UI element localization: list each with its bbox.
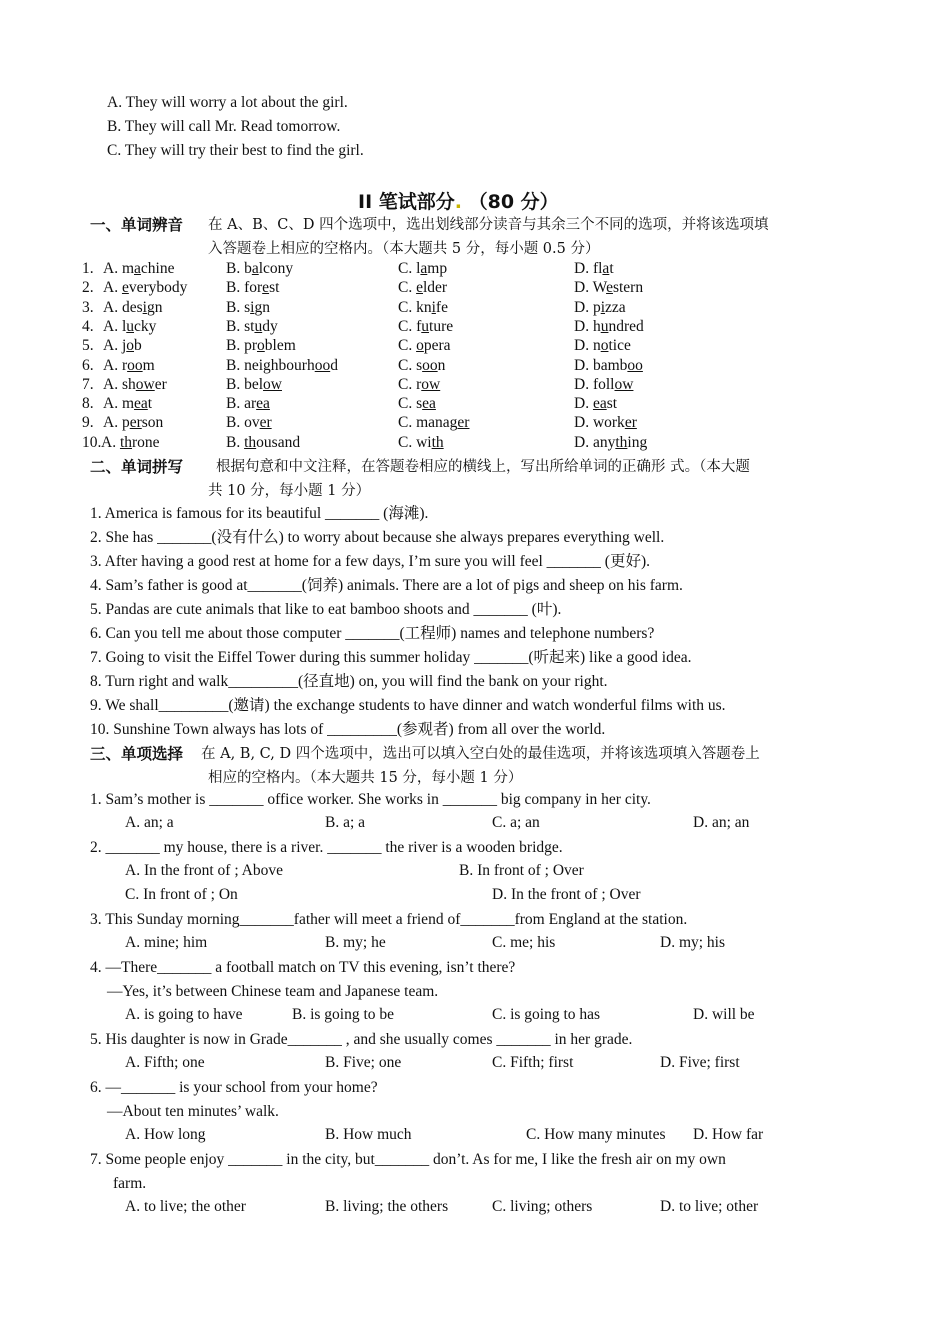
phonetic-label: A.: [101, 433, 120, 451]
phonetic-prefix: s: [416, 395, 423, 413]
phonetic-label: D.: [574, 395, 593, 413]
phonetic-label: B.: [226, 260, 245, 277]
phonetic-prefix: pr: [244, 337, 258, 355]
phonetic-underlined: ow: [614, 375, 634, 393]
spelling-item: 6. Can you tell me about those computer _______(工程师) names and telephone numbers?: [90, 625, 655, 642]
phonetic-label: B.: [226, 279, 245, 297]
phonetic-underlined: th: [119, 433, 133, 451]
phonetic-prefix: m: [121, 260, 135, 277]
phonetic-option-b: [226, 434, 300, 452]
phonetic-prefix: neighbourh: [244, 356, 315, 374]
mc-q7-option-a: A. to live; the other: [125, 1198, 246, 1215]
phonetic-option-c: [398, 434, 444, 452]
phonetic-underlined: o: [600, 337, 609, 355]
phonetic-label: C.: [398, 356, 417, 374]
phonetic-underlined: th: [244, 433, 257, 451]
phonetic-suffix: st: [269, 279, 280, 297]
phonetic-option-a: [103, 376, 167, 394]
phonetic-prefix: s: [244, 298, 251, 316]
phonetic-underlined: ow: [263, 375, 282, 393]
phonetic-underlined: ow: [135, 375, 155, 393]
spelling-item: 1. America is famous for its beautiful _______ (海滩).: [90, 505, 429, 522]
phonetic-label: A.: [103, 414, 122, 432]
phonetic-label: A.: [103, 279, 122, 297]
phonetic-option-d: [574, 279, 643, 297]
mc-q5-option-c: C. Fifth; first: [492, 1054, 574, 1071]
mc-q6-option-d: D. How far: [693, 1126, 764, 1143]
phonetic-option-c: [398, 318, 453, 336]
phonetic-suffix: stern: [612, 279, 644, 297]
phonetic-underlined: er: [259, 414, 272, 432]
phonetic-underlined: i: [600, 298, 606, 316]
phonetic-underlined: e: [606, 279, 613, 297]
phonetic-prefix: l: [121, 317, 127, 335]
phonetic-underlined: e: [262, 279, 270, 297]
section2-heading: 二、单词拼写: [90, 458, 184, 476]
mc-q4-option-b: B. is going to be: [292, 1006, 395, 1023]
phonetic-option-a: [101, 434, 160, 452]
phonetic-label: B.: [226, 395, 245, 413]
phonetic-underlined: a: [134, 260, 141, 277]
phonetic-suffix: d: [330, 356, 338, 374]
phonetic-number: 3.: [82, 298, 94, 316]
phonetic-label: C.: [398, 337, 417, 355]
mc-question-5: 5. His daughter is now in Grade_______ , and she usually comes _______ in her grade.: [90, 1031, 633, 1048]
phonetic-suffix: gn: [146, 298, 163, 316]
phonetic-option-d: [574, 376, 633, 394]
mc-q4-option-c: C. is going to has: [492, 1006, 601, 1023]
spelling-item: 8. Turn right and walk_________(径直地) on, you will find the bank on your right.: [90, 673, 608, 690]
mc-question-3: 3. This Sunday morning_______father will meet a friend of_______from England at the station.: [90, 911, 688, 928]
mc-q7-option-b: B. living; the others: [325, 1198, 449, 1215]
phonetic-label: A.: [103, 260, 122, 277]
mc-q4-option-a: A. is going to have: [125, 1006, 243, 1023]
section2-instruction-line2: 共 10 分，每小题 1 分）: [208, 483, 371, 499]
phonetic-prefix: kn: [416, 298, 432, 316]
phonetic-option-d: [574, 260, 614, 278]
phonetic-option-a: [103, 414, 163, 432]
phonetic-label: A.: [103, 317, 122, 335]
phonetic-label: A.: [103, 395, 122, 413]
phonetic-number: 8.: [82, 395, 94, 413]
phonetic-prefix: sh: [121, 375, 136, 393]
phonetic-prefix: r: [121, 356, 128, 374]
phonetic-option-a: [103, 279, 187, 297]
section2-instruction-line1: 根据句意和中文注释，在答题卷相应的横线上，写出所给单词的正确形 式。（本大题: [216, 459, 750, 475]
phonetic-suffix: lder: [422, 279, 448, 297]
phonetic-underlined: e: [121, 279, 129, 297]
phonetic-option-d: [574, 395, 617, 413]
phonetic-label: D.: [574, 414, 593, 432]
phonetic-underlined: ea: [592, 395, 607, 413]
phonetic-prefix: W: [592, 279, 607, 297]
phonetic-prefix: st: [244, 317, 255, 335]
phonetic-option-b: [226, 260, 293, 278]
mc-q2-option-a: A. In the front of ; Above: [125, 862, 283, 879]
phonetic-label: D.: [574, 337, 593, 355]
phonetic-underlined: ea: [422, 395, 436, 413]
phonetic-suffix: t: [609, 260, 614, 277]
phonetic-underlined: i: [431, 298, 436, 316]
phonetic-prefix: l: [416, 260, 421, 277]
phonetic-suffix: blem: [264, 337, 296, 355]
phonetic-label: C.: [398, 433, 417, 451]
phonetic-label: B.: [226, 356, 245, 374]
phonetic-suffix: fe: [435, 298, 448, 316]
section3-heading: 三、单项选择: [90, 745, 184, 763]
mc-q3-option-c: C. me; his: [492, 934, 556, 951]
phonetic-suffix: cky: [134, 317, 157, 335]
phonetic-option-c: [398, 357, 445, 375]
phonetic-option-c: [398, 395, 436, 413]
phonetic-underlined: oo: [314, 356, 331, 374]
phonetic-suffix: ndred: [608, 317, 644, 335]
phonetic-option-c: [398, 376, 440, 394]
phonetic-label: C.: [398, 414, 417, 432]
phonetic-prefix: ar: [244, 395, 257, 413]
mc-q7-option-d: D. to live; other: [660, 1198, 759, 1215]
phonetic-prefix: f: [416, 317, 422, 335]
part-title: [358, 187, 559, 214]
phonetic-underlined: i: [250, 298, 255, 316]
phonetic-label: C.: [398, 395, 417, 413]
phonetic-suffix: lcony: [258, 260, 294, 277]
phonetic-suffix: zza: [605, 298, 626, 316]
phonetic-option-b: [226, 299, 270, 317]
mc-q3-option-a: A. mine; him: [125, 934, 208, 951]
phonetic-option-b: [226, 279, 279, 297]
phonetic-option-c: [398, 337, 451, 355]
phonetic-label: C.: [398, 279, 417, 297]
phonetic-prefix: j: [121, 337, 127, 355]
part-title-text: II 笔试部分: [358, 191, 455, 213]
phonetic-underlined: a: [602, 260, 610, 277]
phonetic-suffix: t: [147, 395, 153, 413]
mc-q3-option-b: B. my; he: [325, 934, 386, 951]
mc-q2-option-d: D. In the front of ; Over: [492, 886, 641, 903]
phonetic-underlined: th: [615, 433, 628, 451]
section1-heading: 一、单词辨音: [90, 216, 184, 234]
mc-q5-option-a: A. Fifth; one: [125, 1054, 205, 1071]
mc-question-4: 4. —There_______ a football match on TV this evening, isn’t there?: [90, 959, 516, 976]
phonetic-option-c: [398, 279, 447, 297]
phonetic-option-d: [574, 357, 643, 375]
phonetic-underlined: o: [416, 337, 424, 355]
mc-q1-option-c: C. a; an: [492, 814, 540, 831]
phonetic-underlined: u: [126, 317, 135, 335]
phonetic-underlined: u: [421, 317, 430, 335]
phonetic-suffix: b: [134, 337, 142, 355]
phonetic-label: B.: [226, 298, 245, 316]
spelling-item: 5. Pandas are cute animals that like to eat bamboo shoots and _______ (叶).: [90, 601, 562, 618]
phonetic-underlined: oo: [422, 356, 438, 374]
mc-q5-option-b: B. Five; one: [325, 1054, 402, 1071]
phonetic-label: D.: [574, 279, 593, 297]
phonetic-suffix: verybody: [128, 279, 188, 297]
mc-q1-option-b: B. a; a: [325, 814, 366, 831]
phonetic-prefix: for: [244, 279, 263, 297]
phonetic-label: A.: [103, 375, 122, 393]
phonetic-underlined: e: [416, 279, 423, 297]
phonetic-prefix: wi: [416, 433, 432, 451]
phonetic-option-a: [103, 318, 156, 336]
phonetic-underlined: ea: [134, 395, 148, 413]
top-option-a: A. They will worry a lot about the girl.: [107, 94, 348, 111]
section3-instruction-line2: 相应的空格内。（本大题共 15 分，每小题 1 分）: [208, 770, 523, 786]
phonetic-prefix: r: [416, 375, 422, 393]
phonetic-option-a: [103, 337, 142, 355]
mc-q2-option-b: B. In front of ; Over: [459, 862, 584, 879]
phonetic-suffix: pera: [423, 337, 451, 355]
phonetic-label: D.: [574, 260, 593, 277]
phonetic-option-c: [398, 299, 448, 317]
phonetic-suffix: chine: [140, 260, 175, 277]
phonetic-prefix: n: [592, 337, 601, 355]
phonetic-prefix: bel: [244, 375, 264, 393]
mc-q1-option-a: A. an; a: [125, 814, 174, 831]
mc-question-6-reply: —About ten minutes’ walk.: [107, 1103, 279, 1120]
phonetic-option-d: [574, 337, 631, 355]
phonetic-underlined: oo: [627, 356, 643, 374]
phonetic-underlined: ea: [256, 395, 270, 413]
phonetic-label: D.: [574, 433, 593, 451]
section1-instruction-line2: 入答题卷上相应的空格内。（本大题共 5 分，每小题 0.5 分）: [208, 241, 600, 257]
phonetic-suffix: ing: [627, 433, 648, 451]
phonetic-option-c: [398, 414, 469, 432]
phonetic-label: B.: [226, 337, 245, 355]
mc-q2-option-c: C. In front of ; On: [125, 886, 238, 903]
phonetic-option-a: [103, 395, 152, 413]
spelling-item: 7. Going to visit the Eiffel Tower during this summer holiday _______(听起来) like a good idea.: [90, 649, 692, 666]
spelling-item: 9. We shall_________(邀请) the exchange students to have dinner and watch wonderful films with us.: [90, 697, 726, 714]
phonetic-underlined: er: [624, 414, 637, 432]
mc-question-7-cont: farm.: [113, 1175, 147, 1192]
phonetic-label: C.: [398, 260, 417, 277]
spelling-item: 3. After having a good rest at home for a few days, I’m sure you will feel _______ (更好).: [90, 553, 651, 570]
phonetic-label: A.: [103, 337, 122, 355]
phonetic-suffix: m: [142, 356, 155, 374]
phonetic-prefix: manag: [416, 414, 458, 432]
phonetic-underlined: ow: [421, 375, 441, 393]
phonetic-number: 1.: [82, 260, 94, 277]
phonetic-prefix: p: [121, 414, 130, 432]
phonetic-label: C.: [398, 317, 417, 335]
part-title-dot: .: [454, 191, 462, 213]
phonetic-label: D.: [574, 298, 593, 316]
mc-q4-option-d: D. will be: [693, 1006, 755, 1023]
phonetic-option-d: [574, 299, 626, 317]
phonetic-prefix: fl: [592, 260, 603, 277]
phonetic-prefix: foll: [592, 375, 615, 393]
phonetic-option-b: [226, 318, 278, 336]
phonetic-option-d: [574, 414, 637, 432]
phonetic-prefix: p: [592, 298, 601, 316]
mc-question-7: 7. Some people enjoy _______ in the city, but_______ don’t. As for me, I like the fresh air on my own: [90, 1151, 726, 1168]
phonetic-suffix: rone: [132, 433, 160, 451]
phonetic-option-b: [226, 414, 272, 432]
mc-q6-option-c: C. How many minutes: [526, 1126, 666, 1143]
top-option-c: C. They will try their best to find the girl.: [107, 142, 364, 159]
phonetic-label: C.: [398, 298, 417, 316]
phonetic-prefix: ov: [244, 414, 260, 432]
phonetic-suffix: gn: [254, 298, 270, 316]
mc-question-6: 6. —_______ is your school from your home?: [90, 1079, 378, 1096]
phonetic-label: C.: [398, 375, 417, 393]
phonetic-underlined: oo: [127, 356, 143, 374]
phonetic-suffix: st: [606, 395, 618, 413]
phonetic-number: 10.: [82, 433, 102, 451]
phonetic-option-a: [103, 299, 162, 317]
mc-q3-option-d: D. my; his: [660, 934, 726, 951]
phonetic-underlined: a: [420, 260, 428, 277]
phonetic-underlined: o: [126, 337, 135, 355]
phonetic-prefix: b: [244, 260, 252, 277]
phonetic-underlined: th: [431, 433, 444, 451]
phonetic-underlined: er: [457, 414, 470, 432]
phonetic-prefix: work: [592, 414, 625, 432]
phonetic-underlined: er: [129, 414, 142, 432]
phonetic-label: A.: [103, 356, 122, 374]
phonetic-option-d: [574, 318, 644, 336]
phonetic-underlined: u: [600, 317, 609, 335]
phonetic-option-b: [226, 337, 296, 355]
phonetic-label: B.: [226, 433, 245, 451]
mc-q5-option-d: D. Five; first: [660, 1054, 740, 1071]
section3-instruction-line1: 在 A, B, C, D 四个选项中，选出可以填入空白处的最佳选项，并将该选项填入答题卷上: [201, 746, 760, 762]
part-title-score: （80 分）: [468, 191, 559, 213]
spelling-item: 4. Sam’s father is good at_______(饲养) animals. There are a lot of pigs and sheep on his farm.: [90, 577, 683, 594]
phonetic-underlined: i: [142, 298, 147, 316]
mc-question-2: 2. _______ my house, there is a river. _______ the river is a wooden bridge.: [90, 839, 563, 856]
phonetic-label: D.: [574, 375, 593, 393]
phonetic-option-a: [103, 260, 174, 278]
phonetic-prefix: s: [416, 356, 423, 374]
phonetic-suffix: ousand: [256, 433, 301, 451]
phonetic-number: 2.: [82, 279, 94, 297]
mc-question-1: 1. Sam’s mother is _______ office worker. She works in _______ big company in her city.: [90, 791, 651, 808]
phonetic-prefix: h: [592, 317, 601, 335]
mc-q1-option-d: D. an; an: [693, 814, 750, 831]
phonetic-option-b: [226, 395, 270, 413]
phonetic-suffix: ture: [429, 317, 454, 335]
phonetic-number: 5.: [82, 337, 94, 355]
mc-q6-option-b: B. How much: [325, 1126, 412, 1143]
phonetic-option-d: [574, 434, 647, 452]
phonetic-suffix: mp: [427, 260, 448, 277]
phonetic-prefix: bamb: [592, 356, 628, 374]
phonetic-underlined: u: [254, 317, 263, 335]
phonetic-number: 7.: [82, 375, 94, 393]
phonetic-label: D.: [574, 317, 593, 335]
phonetic-number: 4.: [82, 317, 94, 335]
phonetic-label: B.: [226, 375, 245, 393]
phonetic-option-c: [398, 260, 447, 278]
phonetic-suffix: er: [154, 375, 167, 393]
phonetic-suffix: tice: [608, 337, 631, 355]
mc-question-4-reply: —Yes, it’s between Chinese team and Japanese team.: [107, 983, 439, 1000]
phonetic-prefix: des: [121, 298, 143, 316]
phonetic-suffix: dy: [262, 317, 278, 335]
phonetic-prefix: any: [592, 433, 616, 451]
spelling-item: 2. She has _______(没有什么) to worry about because she always prepares everything well.: [90, 529, 665, 546]
section1-instruction-line1: 在 A、B、C、D 四个选项中，选出划线部分读音与其余三个不同的选项，并将该选项填: [208, 217, 769, 233]
phonetic-label: B.: [226, 317, 245, 335]
phonetic-option-a: [103, 357, 155, 375]
phonetic-option-b: [226, 357, 338, 375]
spelling-item: 10. Sunshine Town always has lots of _________(参观者) from all over the world.: [90, 721, 606, 738]
phonetic-suffix: n: [437, 356, 446, 374]
phonetic-underlined: a: [251, 260, 259, 277]
phonetic-number: 9.: [82, 414, 94, 432]
mc-q7-option-c: C. living; others: [492, 1198, 593, 1215]
mc-q6-option-a: A. How long: [125, 1126, 206, 1143]
phonetic-label: B.: [226, 414, 245, 432]
phonetic-prefix: m: [121, 395, 135, 413]
phonetic-label: D.: [574, 356, 593, 374]
phonetic-option-b: [226, 376, 282, 394]
phonetic-suffix: son: [141, 414, 164, 432]
phonetic-label: A.: [103, 298, 122, 316]
phonetic-underlined: o: [257, 337, 265, 355]
top-option-b: B. They will call Mr. Read tomorrow.: [107, 118, 341, 135]
phonetic-number: 6.: [82, 356, 94, 374]
